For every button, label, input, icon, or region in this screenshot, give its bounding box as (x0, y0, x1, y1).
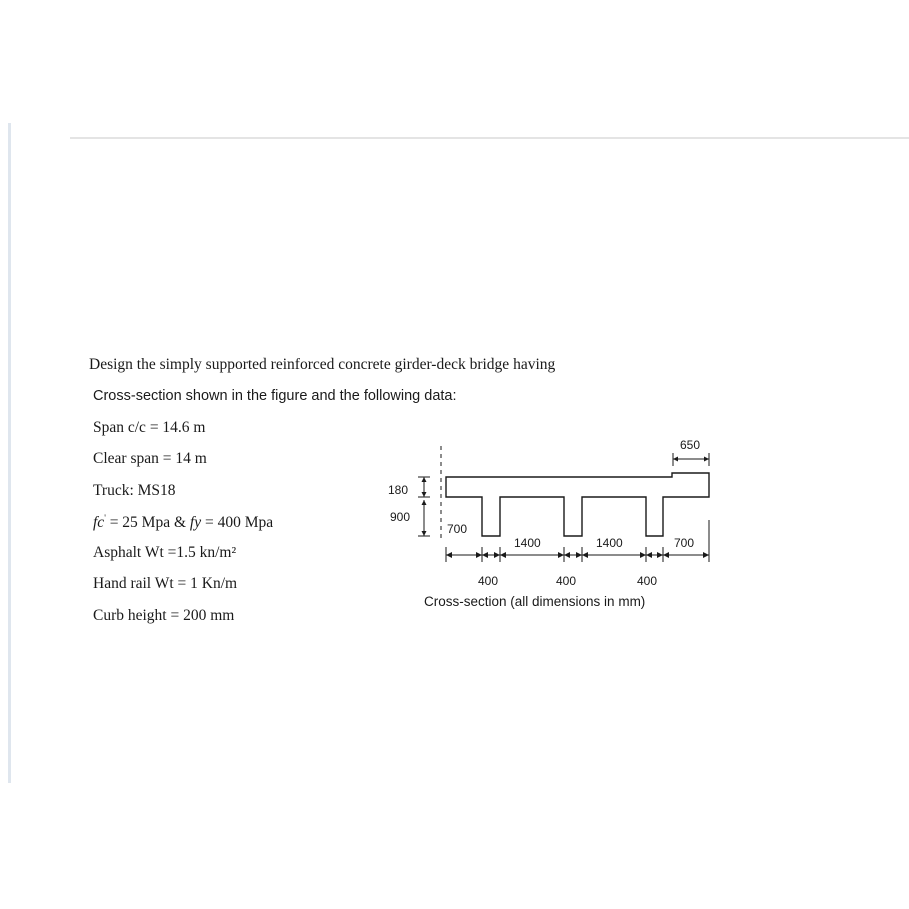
material-strengths: fc' = 25 Mpa & fy = 400 Mpa (93, 513, 274, 532)
dim-700-left-label: 700 (447, 522, 468, 536)
dim-400-c-label: 400 (637, 574, 658, 588)
dim-900-label: 900 (390, 510, 411, 524)
dim-650-label: 650 (680, 438, 701, 452)
truck-type: Truck: MS18 (93, 482, 176, 499)
fy-value: = 400 Mpa (204, 514, 274, 532)
dim-700-right-label: 700 (674, 536, 695, 550)
dim-1400-a-label: 1400 (514, 536, 541, 550)
dim-400-b-label: 400 (556, 574, 577, 588)
hand-rail-weight: Hand rail Wt = 1 Kn/m (93, 575, 238, 592)
bridge-section-outline (446, 473, 709, 536)
figure-caption: Cross-section (all dimensions in mm) (424, 594, 646, 609)
fy-symbol: fy (189, 514, 202, 532)
fc-value: = 25 Mpa & (109, 514, 190, 532)
span-cc: Span c/c = 14.6 m (93, 419, 206, 436)
dim-180-label: 180 (388, 483, 409, 497)
curb-height: Curb height = 200 mm (93, 607, 235, 624)
dim-400-a-label: 400 (478, 574, 499, 588)
asphalt-weight: Asphalt Wt =1.5 kn/m² (93, 544, 237, 561)
intro-line-2: Cross-section shown in the figure and the following data: (93, 388, 457, 404)
clear-span: Clear span = 14 m (93, 450, 207, 467)
intro-line-1: Design the simply supported reinforced concrete girder-deck bridge having (89, 356, 556, 373)
fc-symbol: fc (93, 514, 105, 532)
dim-1400-b-label: 1400 (596, 536, 623, 550)
